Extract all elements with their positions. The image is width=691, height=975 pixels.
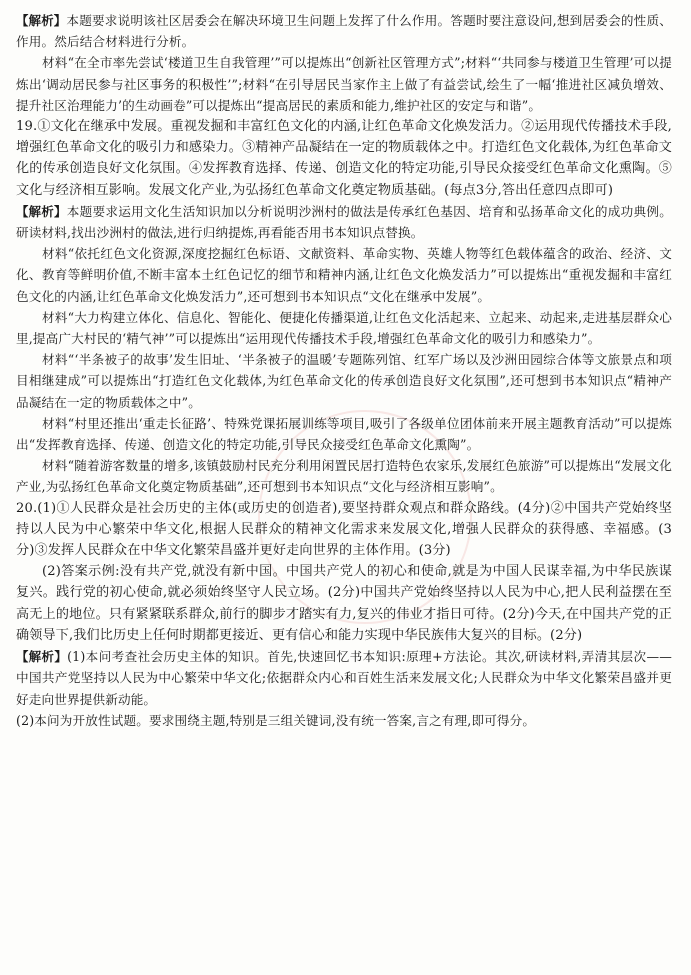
answer-content: [16, 10, 672, 731]
q19-answer: 19.①文化在继承中发展。重视发掘和丰富红色文化的内涵,让红色革命文化焕发活力。②运用现代传播技术手段,增强红色革命文化的吸引力和感染力。③精神产品凝结在一定的物质载体之中。打造红色文化载体,为红色革命文化的传承创造良好文化氛围。④发挥教育选择、传递、创造文化的特定功能,引导民众接受红色革命文化熏陶。⑤文化与经济相互影响。发展文化产业,为弘扬红色革命文化奠定物质基础。(每点3分,答出任意四点即可): [16, 119, 672, 198]
q20-answer-part1: 20.(1)①人民群众是社会历史的主体(或历史的创造者),要坚持群众观点和群众路线。(4分)②中国共产党始终坚持以人民为中心繁荣中华文化,根据人民群众的精神文化需求来发展文化,增强人民群众的获得感、幸福感。(3分)③发挥人民群众在中华文化繁荣昌盛并更好走向世界的主体作用。(3分): [16, 500, 672, 559]
analysis-tag: 【解析】: [16, 203, 67, 219]
material-paragraph: 材料“在全市率先尝试‘楼道卫生自我管理’”可以提炼出“创新社区管理方式”;材料“‘共同参与楼道卫生管理’可以提炼出‘调动居民参与社区事务的积极性’”;材料“在引导居民当家作主上做了有益尝试,绘生了一幅‘推进社区减负增效、提升社区治理能力’的生动画卷”可以提炼出“提高居民的素质和能力,维护社区的安定与和谐”。: [16, 55, 672, 113]
analysis-paragraph-q18: [16, 10, 672, 52]
analysis-text: 本题要求运用文化生活知识加以分析说明沙洲村的做法是传承红色基因、培育和弘扬革命文化的成功典例。研读材料,找出沙洲村的做法,进行归纳提炼,再看能否用书本知识点替换。: [16, 203, 672, 241]
analysis-tag: 【解析】: [16, 13, 67, 28]
material-paragraph: 材料“大力构建立体化、信息化、智能化、便捷化传播渠道,让红色文化活起来、立起来、动起来,走进基层群众心里,提高广大村民的‘精气神’”可以提炼出“运用现代传播技术手段,增强红色革命文化的吸引力和感染力”。: [16, 309, 672, 347]
analysis-paragraph-q20: [16, 646, 672, 710]
material-paragraph: 材料“‘半条被子的故事’发生旧址、‘半条被子的温暖’专题陈列馆、红军广场以及沙洲田园综合体等文旅景点和项目相继建成”可以提炼出“打造红色文化载体,为红色革命文化的传承创造良好文化氛围”,还可想到书本知识点“精神产品凝结在一定的物质载体之中”。: [16, 352, 672, 410]
analysis-text: 本题要求说明该社区居委会在解决环境卫生问题上发挥了什么作用。答题时要注意设问,想到居委会的性质、作用。然后结合材料进行分析。: [16, 13, 673, 50]
q20-answer-part2: (2)答案示例:没有共产党,就没有新中国。中国共产党人的初心和使命,就是为中国人民谋幸福,为中华民族谋复兴。践行党的初心使命,就必须始终坚守人民立场。(2分)中国共产党始终坚持以人民为中心,把人民利益摆在至高无上的地位。只有紧紧联系群众,前行的脚步才踏实有力,复兴的伟业才指日可待。(2分)今天,在中国共产党的正确领导下,我们比历史上任何时期都更接近、更有信心和能力实现中华民族伟大复兴的目标。(2分): [16, 564, 672, 643]
material-paragraph: 材料“依托红色文化资源,深度挖掘红色标语、文献资料、革命实物、英雄人物等红色载体蕴含的政治、经济、文化、教育等鲜明价值,不断丰富本土红色记忆的细节和精神内涵,让红色文化焕发活力”可以提炼出“重视发掘和丰富红色文化的内涵,让红色革命文化焕发活力”,还可想到书本知识点“文化在继承中发展”。: [16, 246, 672, 304]
material-paragraph: 材料“随着游客数量的增多,该镇鼓励村民充分利用闲置民居打造特色农家乐,发展红色旅游”可以提炼出“发展文化产业,为弘扬红色革命文化奠定物质基础”,还可想到书本知识点“文化与经济相互影响”。: [16, 458, 672, 495]
analysis-paragraph-q20-part2: (2)本问为开放性试题。要求围绕主题,特别是三组关键词,没有统一答案,言之有理,即可得分。: [16, 712, 536, 728]
analysis-tag: 【解析】: [16, 649, 68, 665]
analysis-text: (1)本问考查社会历史主体的知识。首先,快速回忆书本知识:原理+方法论。其次,研读材料,弄清其层次——中国共产党坚持以人民为中心繁荣中华文化;依据群众内心和百姓生活来发展文化;人民群众为中华文化繁荣昌盛并更好走向世界提供新动能。: [16, 649, 672, 707]
material-paragraph: 材料“村里还推出‘重走长征路’、特殊党课拓展训练等项目,吸引了各级单位团体前来开展主题教育活动”可以提炼出“发挥教育选择、传递、创造文化的特定功能,引导民众接受红色革命文化熏陶”。: [16, 415, 672, 453]
analysis-paragraph-q19: [16, 201, 672, 243]
